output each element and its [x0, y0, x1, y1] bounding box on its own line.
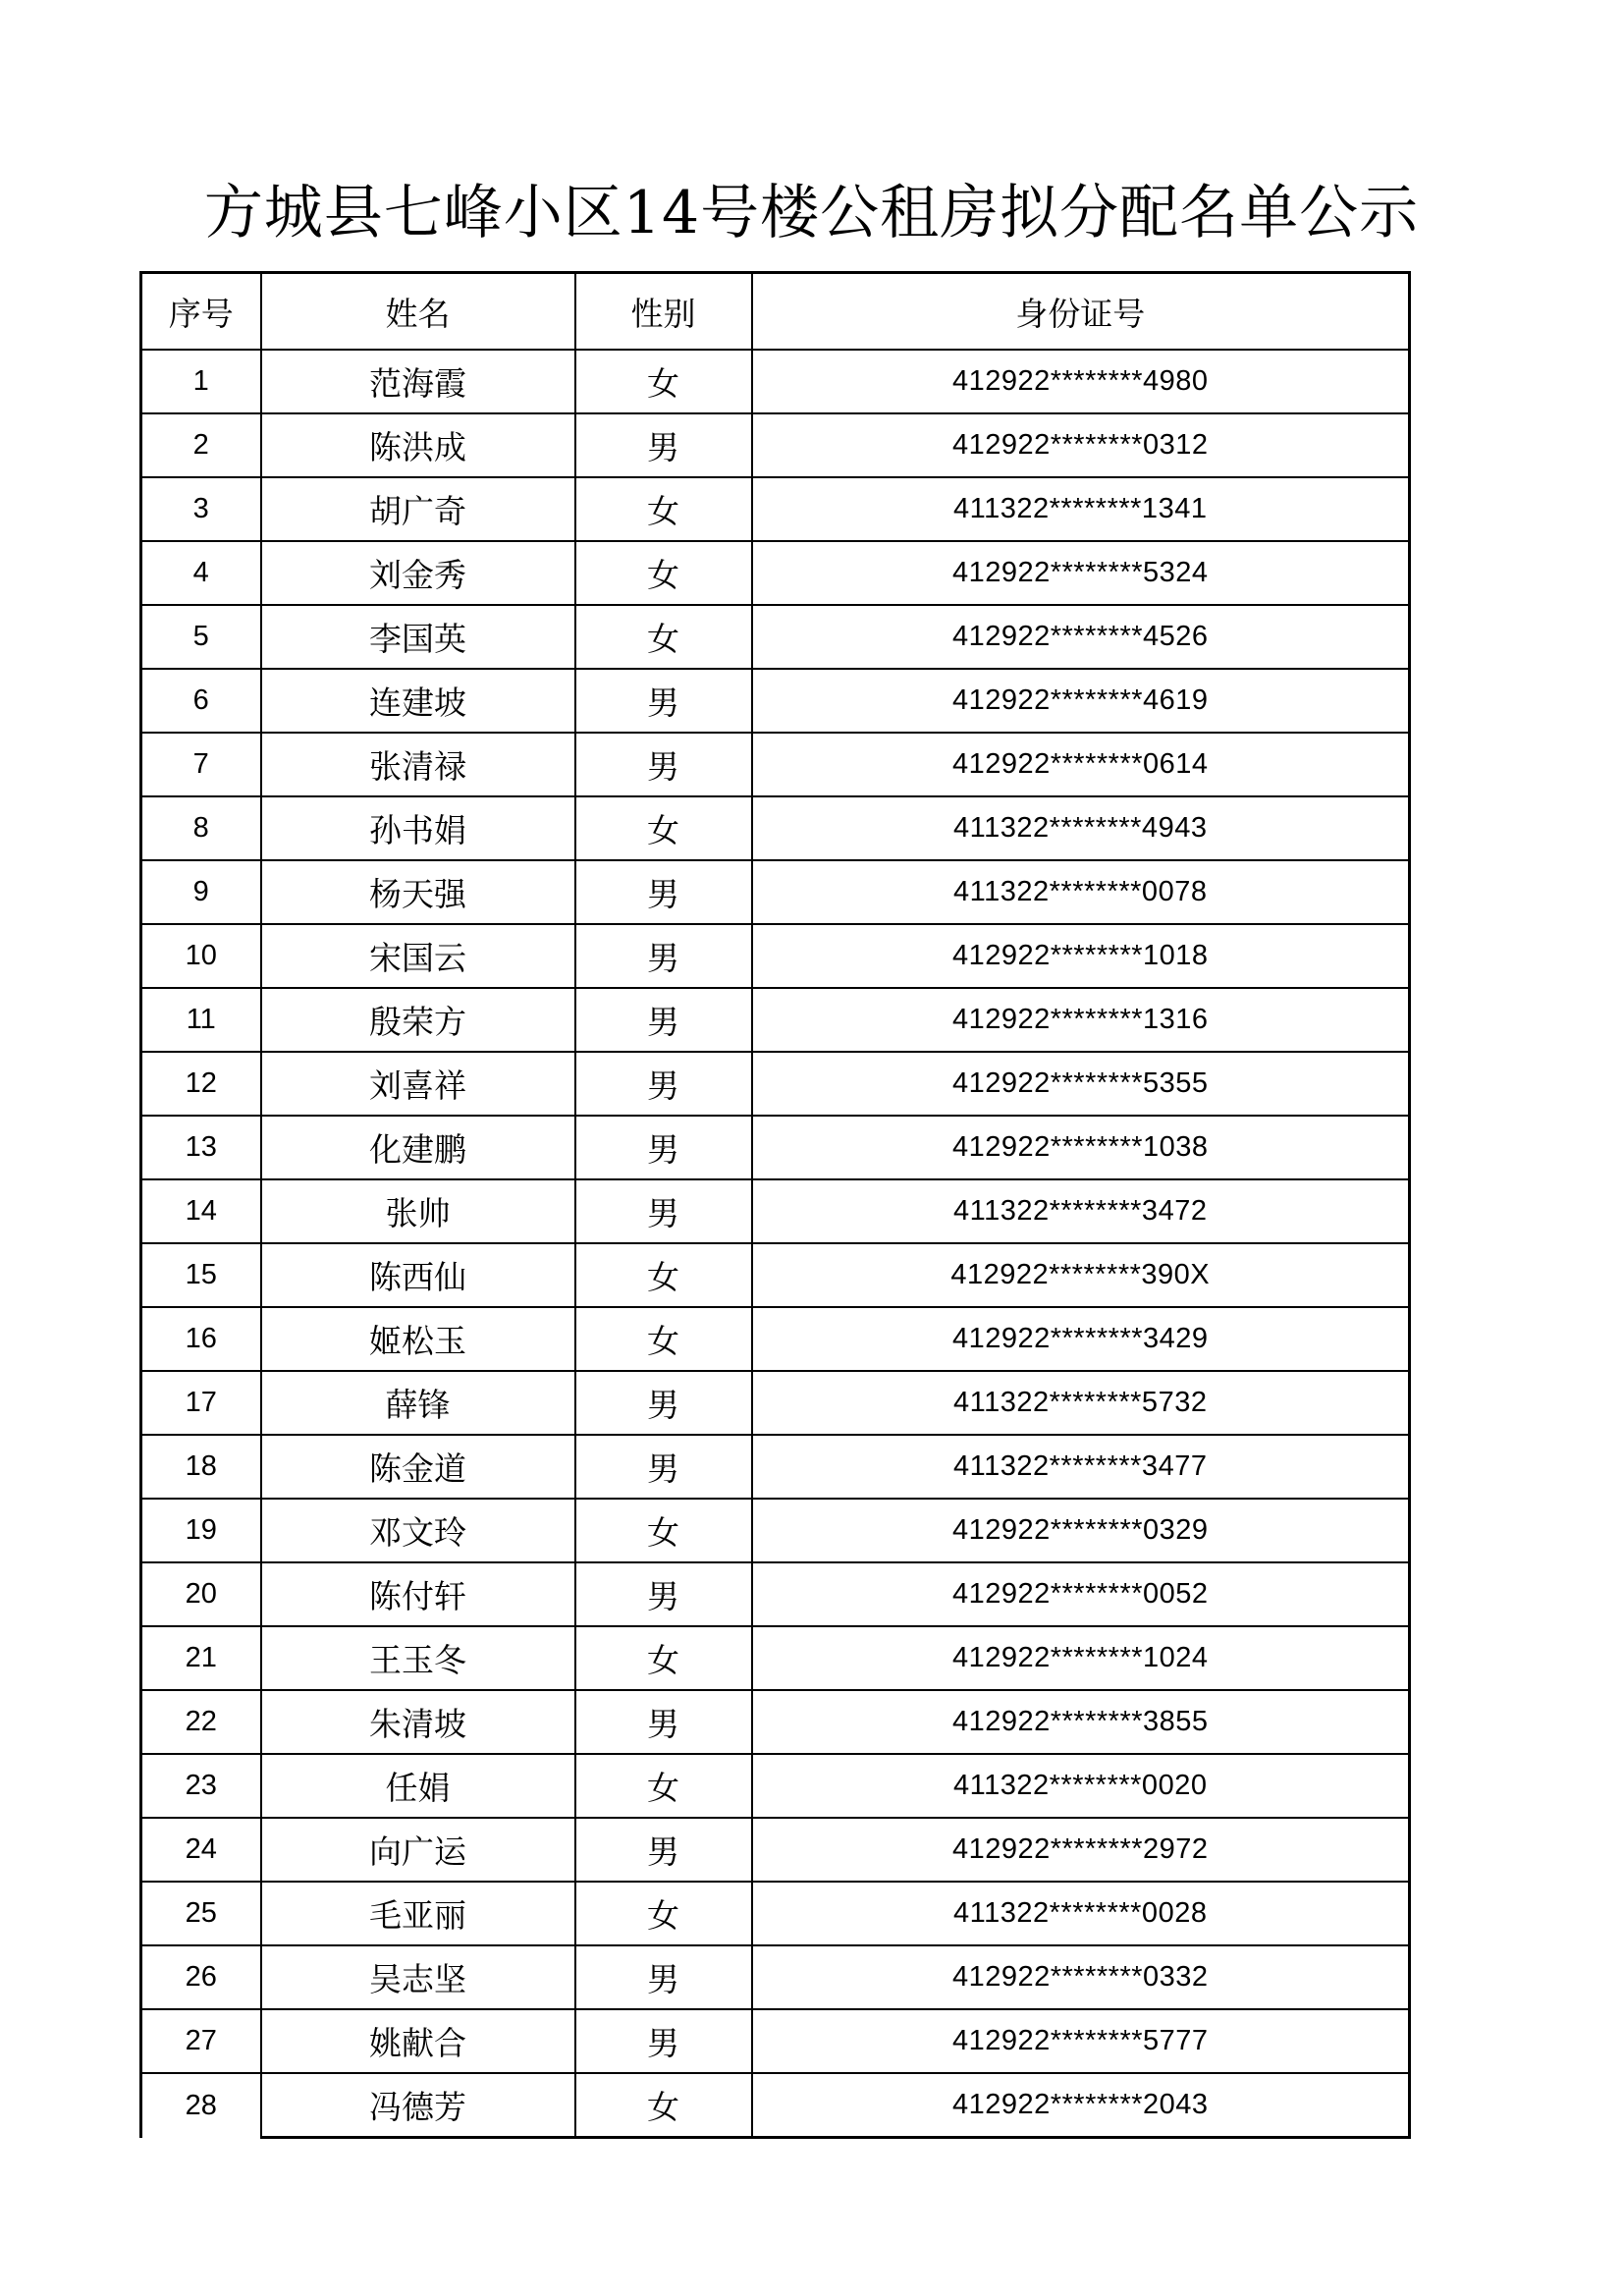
table-row — [141, 924, 1410, 988]
row-no-cell: 25 — [141, 1882, 261, 1945]
row-id-number-cell: 412922********2043 — [752, 2073, 1410, 2138]
table-row — [141, 796, 1410, 860]
table-row — [141, 1562, 1410, 1626]
row-no-cell: 4 — [141, 541, 261, 605]
row-id-number-cell: 412922********5324 — [752, 541, 1410, 605]
table-row — [141, 1435, 1410, 1499]
row-name-cell: 孙书娟 — [261, 796, 575, 860]
row-no-cell: 19 — [141, 1499, 261, 1562]
row-gender-cell: 女 — [575, 477, 752, 541]
row-name-cell: 吴志坚 — [261, 1945, 575, 2009]
table-row — [141, 2073, 1410, 2138]
row-gender-cell: 男 — [575, 988, 752, 1052]
row-gender-cell: 男 — [575, 413, 752, 477]
row-gender-cell: 男 — [575, 1562, 752, 1626]
table-row — [141, 2009, 1410, 2073]
row-no-cell: 10 — [141, 924, 261, 988]
row-id-number-cell: 412922********0052 — [752, 1562, 1410, 1626]
row-name-cell: 刘金秀 — [261, 541, 575, 605]
table-row — [141, 1754, 1410, 1818]
table-row — [141, 733, 1410, 796]
row-no-cell: 5 — [141, 605, 261, 669]
row-no-cell: 15 — [141, 1243, 261, 1307]
row-no-cell: 2 — [141, 413, 261, 477]
row-gender-cell: 女 — [575, 1626, 752, 1690]
row-id-number-cell: 412922********1038 — [752, 1116, 1410, 1179]
row-id-number-cell: 412922********3429 — [752, 1307, 1410, 1371]
row-gender-cell: 男 — [575, 924, 752, 988]
table-row — [141, 1116, 1410, 1179]
row-no-cell: 3 — [141, 477, 261, 541]
row-name-cell: 陈付轩 — [261, 1562, 575, 1626]
row-id-number-cell: 412922********0332 — [752, 1945, 1410, 2009]
allocation-table — [139, 271, 1411, 2139]
row-no-cell: 17 — [141, 1371, 261, 1435]
table-row — [141, 1371, 1410, 1435]
row-name-cell: 李国英 — [261, 605, 575, 669]
row-gender-cell: 女 — [575, 1754, 752, 1818]
table-row — [141, 669, 1410, 733]
row-name-cell: 王玉冬 — [261, 1626, 575, 1690]
row-no-cell: 8 — [141, 796, 261, 860]
row-name-cell: 张清禄 — [261, 733, 575, 796]
table-row — [141, 541, 1410, 605]
row-id-number-cell: 412922********1316 — [752, 988, 1410, 1052]
table-row — [141, 1818, 1410, 1882]
row-id-number-cell: 411322********5732 — [752, 1371, 1410, 1435]
table-row — [141, 860, 1410, 924]
table-row — [141, 1882, 1410, 1945]
row-id-number-cell: 412922********0312 — [752, 413, 1410, 477]
header-gender: 性别 — [575, 273, 752, 351]
table-row — [141, 1052, 1410, 1116]
table-row — [141, 1690, 1410, 1754]
row-name-cell: 姚献合 — [261, 2009, 575, 2073]
row-id-number-cell: 412922********390X — [752, 1243, 1410, 1307]
table-row — [141, 988, 1410, 1052]
header-id-number: 身份证号 — [752, 273, 1410, 351]
row-no-cell: 20 — [141, 1562, 261, 1626]
row-id-number-cell: 411322********0028 — [752, 1882, 1410, 1945]
row-id-number-cell: 412922********1024 — [752, 1626, 1410, 1690]
row-no-cell: 12 — [141, 1052, 261, 1116]
row-id-number-cell: 412922********0329 — [752, 1499, 1410, 1562]
row-name-cell: 胡广奇 — [261, 477, 575, 541]
row-name-cell: 陈金道 — [261, 1435, 575, 1499]
row-id-number-cell: 411322********0078 — [752, 860, 1410, 924]
row-gender-cell: 女 — [575, 1499, 752, 1562]
allocation-table-container — [139, 271, 1408, 2139]
row-name-cell: 毛亚丽 — [261, 1882, 575, 1945]
row-gender-cell: 男 — [575, 1818, 752, 1882]
row-name-cell: 向广运 — [261, 1818, 575, 1882]
row-gender-cell: 女 — [575, 350, 752, 413]
row-no-cell: 18 — [141, 1435, 261, 1499]
row-gender-cell: 男 — [575, 1371, 752, 1435]
row-name-cell: 姬松玉 — [261, 1307, 575, 1371]
row-id-number-cell: 411322********3472 — [752, 1179, 1410, 1243]
table-row — [141, 1179, 1410, 1243]
row-no-cell: 9 — [141, 860, 261, 924]
table-row — [141, 1945, 1410, 2009]
row-name-cell: 薛锋 — [261, 1371, 575, 1435]
row-no-cell: 6 — [141, 669, 261, 733]
row-no-cell: 27 — [141, 2009, 261, 2073]
table-row — [141, 605, 1410, 669]
row-id-number-cell: 411322********1341 — [752, 477, 1410, 541]
row-id-number-cell: 411322********0020 — [752, 1754, 1410, 1818]
table-body — [141, 350, 1410, 2138]
row-gender-cell: 男 — [575, 1945, 752, 2009]
row-gender-cell: 男 — [575, 669, 752, 733]
table-row — [141, 1626, 1410, 1690]
row-gender-cell: 男 — [575, 2009, 752, 2073]
row-name-cell: 张帅 — [261, 1179, 575, 1243]
row-name-cell: 范海霞 — [261, 350, 575, 413]
row-no-cell: 7 — [141, 733, 261, 796]
header-no: 序号 — [141, 273, 261, 351]
row-gender-cell: 女 — [575, 796, 752, 860]
row-gender-cell: 女 — [575, 1307, 752, 1371]
row-gender-cell: 女 — [575, 1243, 752, 1307]
table-row — [141, 1243, 1410, 1307]
row-id-number-cell: 412922********3855 — [752, 1690, 1410, 1754]
row-id-number-cell: 412922********0614 — [752, 733, 1410, 796]
row-id-number-cell: 412922********4619 — [752, 669, 1410, 733]
row-gender-cell: 男 — [575, 1179, 752, 1243]
row-no-cell: 22 — [141, 1690, 261, 1754]
table-header-row — [141, 273, 1410, 351]
row-gender-cell: 男 — [575, 1690, 752, 1754]
table-row — [141, 413, 1410, 477]
row-no-cell: 16 — [141, 1307, 261, 1371]
row-name-cell: 任娟 — [261, 1754, 575, 1818]
row-no-cell: 1 — [141, 350, 261, 413]
row-name-cell: 连建坡 — [261, 669, 575, 733]
table-row — [141, 1307, 1410, 1371]
row-name-cell: 化建鹏 — [261, 1116, 575, 1179]
row-id-number-cell: 412922********1018 — [752, 924, 1410, 988]
row-id-number-cell: 412922********5777 — [752, 2009, 1410, 2073]
row-no-cell: 11 — [141, 988, 261, 1052]
row-gender-cell: 男 — [575, 860, 752, 924]
row-id-number-cell: 412922********5355 — [752, 1052, 1410, 1116]
row-no-cell: 24 — [141, 1818, 261, 1882]
row-no-cell: 14 — [141, 1179, 261, 1243]
row-id-number-cell: 412922********4526 — [752, 605, 1410, 669]
row-name-cell: 杨天强 — [261, 860, 575, 924]
row-gender-cell: 男 — [575, 733, 752, 796]
row-gender-cell: 男 — [575, 1435, 752, 1499]
row-name-cell: 宋国云 — [261, 924, 575, 988]
row-gender-cell: 女 — [575, 1882, 752, 1945]
row-gender-cell: 女 — [575, 541, 752, 605]
row-no-cell: 21 — [141, 1626, 261, 1690]
row-gender-cell: 女 — [575, 605, 752, 669]
row-gender-cell: 女 — [575, 2073, 752, 2138]
table-row — [141, 350, 1410, 413]
row-gender-cell: 男 — [575, 1052, 752, 1116]
row-name-cell: 殷荣方 — [261, 988, 575, 1052]
row-no-cell: 28 — [141, 2073, 261, 2138]
row-no-cell: 26 — [141, 1945, 261, 2009]
page-title: 方城县七峰小区14号楼公租房拟分配名单公示 — [203, 179, 1420, 247]
row-id-number-cell: 412922********4980 — [752, 350, 1410, 413]
row-id-number-cell: 411322********4943 — [752, 796, 1410, 860]
row-no-cell: 13 — [141, 1116, 261, 1179]
header-name: 姓名 — [261, 273, 575, 351]
table-row — [141, 477, 1410, 541]
row-no-cell: 23 — [141, 1754, 261, 1818]
row-name-cell: 刘喜祥 — [261, 1052, 575, 1116]
row-name-cell: 邓文玲 — [261, 1499, 575, 1562]
row-id-number-cell: 412922********2972 — [752, 1818, 1410, 1882]
row-id-number-cell: 411322********3477 — [752, 1435, 1410, 1499]
row-gender-cell: 男 — [575, 1116, 752, 1179]
row-name-cell: 朱清坡 — [261, 1690, 575, 1754]
table-row — [141, 1499, 1410, 1562]
row-name-cell: 冯德芳 — [261, 2073, 575, 2138]
row-name-cell: 陈西仙 — [261, 1243, 575, 1307]
row-name-cell: 陈洪成 — [261, 413, 575, 477]
